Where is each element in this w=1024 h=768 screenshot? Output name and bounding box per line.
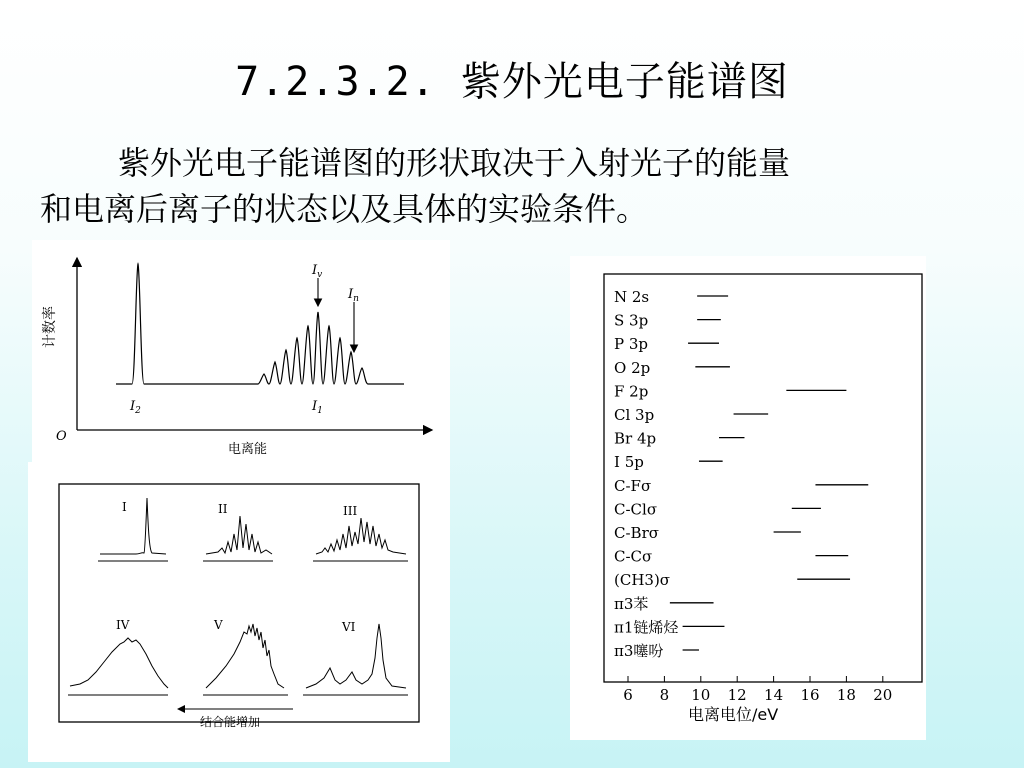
band-shapes-frame bbox=[59, 484, 419, 722]
row-label: I 5p bbox=[614, 453, 644, 472]
spectrum-figure bbox=[32, 240, 450, 462]
panel-label-1: I bbox=[122, 500, 127, 514]
row-label: N 2s bbox=[614, 288, 650, 306]
row-label: O 2p bbox=[614, 358, 651, 377]
panel-label-6: VI bbox=[342, 620, 356, 634]
panel-label-2: II bbox=[218, 502, 228, 516]
row-label: (CH3)σ bbox=[614, 571, 671, 590]
x-tick-label: 16 bbox=[800, 686, 820, 704]
in-label: $I_n$ bbox=[348, 287, 359, 304]
band-curve-3 bbox=[316, 518, 406, 554]
paragraph-line-1: 紫外光电子能谱图的形状取决于入射光子的能量 bbox=[118, 144, 791, 182]
i2-label: $I_2$ bbox=[130, 399, 141, 416]
x-tick-label: 8 bbox=[659, 686, 670, 704]
binding-energy-label: 结合能增加 bbox=[200, 715, 261, 729]
chart-rows bbox=[614, 288, 868, 660]
band-curve-2 bbox=[206, 516, 272, 554]
x-tick-label: 18 bbox=[836, 686, 856, 704]
row-label: Cl 3p bbox=[614, 406, 655, 424]
paragraph-line-2: 和电离后离子的状态以及具体的实验条件。 bbox=[40, 190, 649, 228]
row-label: C-Cσ bbox=[614, 547, 653, 566]
chart-ticks bbox=[623, 676, 892, 704]
spectrum-svg bbox=[32, 240, 450, 462]
panel-label-4: IV bbox=[116, 618, 130, 632]
band-curve-1 bbox=[100, 498, 166, 554]
x-tick-label: 10 bbox=[691, 686, 711, 704]
x-axis-label: 电离能 bbox=[228, 442, 268, 457]
band-curve-5 bbox=[206, 624, 284, 688]
iv-label: $I_v$ bbox=[312, 263, 323, 280]
slide-title: 7.2.3.2. 紫外光电子能谱图 bbox=[235, 59, 789, 105]
row-label: P 3p bbox=[614, 335, 649, 354]
panel-label-3: III bbox=[343, 504, 358, 518]
row-label: π1链烯烃 bbox=[614, 618, 679, 637]
origin-label: O bbox=[56, 429, 67, 444]
x-axis-label: 电离电位/eV bbox=[688, 705, 779, 724]
band-curves bbox=[70, 498, 406, 688]
ionization-chart-svg bbox=[570, 256, 926, 740]
x-tick-label: 12 bbox=[727, 686, 747, 704]
row-label: F 2p bbox=[614, 382, 649, 401]
row-label: π3苯 bbox=[614, 594, 649, 613]
panel-label-5: V bbox=[214, 618, 223, 632]
x-tick-label: 6 bbox=[623, 686, 633, 704]
x-tick-label: 20 bbox=[873, 686, 893, 704]
row-label: C-Clσ bbox=[614, 500, 658, 519]
band-shapes-svg bbox=[28, 462, 450, 762]
y-axis-label: 计数率 bbox=[42, 306, 58, 348]
row-label: Br 4p bbox=[614, 429, 657, 448]
i1-label: $I_1$ bbox=[312, 399, 323, 416]
row-label: π3噻吩 bbox=[614, 642, 664, 660]
body-paragraph bbox=[40, 140, 980, 232]
row-label: C-Brσ bbox=[614, 524, 659, 542]
band-curve-4 bbox=[70, 638, 168, 688]
row-label: C-Fσ bbox=[614, 476, 652, 495]
x-tick-label: 14 bbox=[764, 686, 784, 704]
row-label: S 3p bbox=[614, 311, 649, 330]
spectrum-trace bbox=[116, 264, 404, 384]
ionization-chart bbox=[570, 256, 926, 740]
band-curve-6 bbox=[306, 624, 406, 688]
band-shapes-figure bbox=[28, 462, 450, 762]
